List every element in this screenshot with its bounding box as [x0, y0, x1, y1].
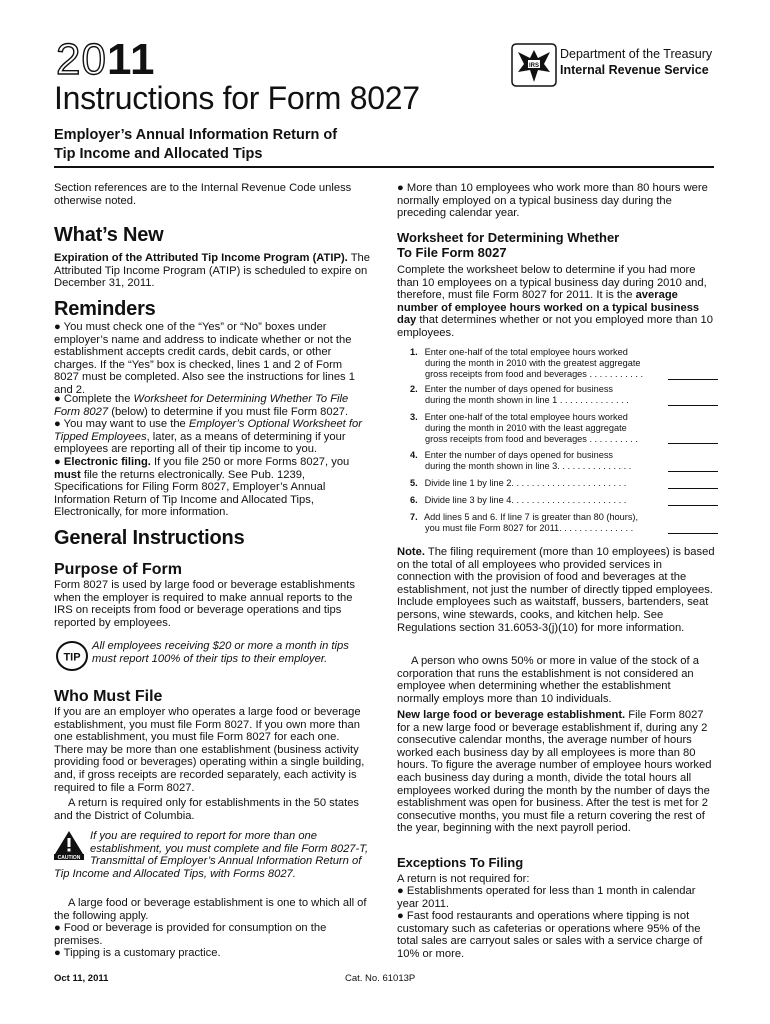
- form-year: [56, 35, 156, 84]
- ws-answer-blank-3[interactable]: [668, 443, 718, 444]
- ws-answer-blank-5[interactable]: [668, 488, 718, 489]
- worksheet-line-2: [410, 384, 720, 406]
- worksheet-heading-line-1: Worksheet for Determining Whether: [397, 230, 620, 245]
- agency-line-irs: Internal Revenue Service: [560, 63, 709, 77]
- ws-line-number: 1.: [410, 347, 418, 357]
- note-text: The filing requirement (more than 10 employees) is based on the total of all employees who provided services in connection with the provision of food and beverages at the establishment, not just the number of directly tipped employees. Include employees such as waitstaff, bussers, bartenders, seat persons, wine stewards, cooks, and kitchen help. See Regulations section 31.6053-3(j)(10) for more information.: [397, 546, 715, 634]
- exception-2-text: Fast food restaurants and operations where tipping is not customary such as cafeterias or operations where 95% of the total sales are carryout sales or sales with a service charge of 10% or more.: [397, 910, 703, 960]
- reminder-3-text-a: You may want to use the: [63, 418, 189, 430]
- reminder-electronic-filing: ● Electronic filing. If you file 250 or more Forms 8027, you must file the returns electronically. See Pub. 1239, Specifications for Filing Form 8027, Employer’s Annual Information Return of Tip Income and Allocated Tips, Electronically, for more information.: [54, 456, 350, 519]
- criterion-food-beverage: ● Food or beverage is provided for consumption on the premises.: [54, 922, 327, 947]
- ws-answer-blank-4[interactable]: [668, 471, 718, 472]
- irs-eagle-logo-icon: [510, 42, 558, 88]
- ws-line-text: during the month in 2010 with the least aggregate: [425, 423, 627, 433]
- ws-line-text: Enter the number of days opened for business: [424, 384, 614, 394]
- owner-paragraph: A person who owns 50% or more in value of the stock of a corporation that runs the establishment is not considered an employee when determining whether the establishment normally employs more than 10 individuals.: [397, 655, 699, 705]
- purpose-paragraph: Form 8027 is used by large food or beverage establishments when the employer is required to make annual reports to the IRS on receipts from food or beverage operations and tips reported by employees.: [54, 579, 355, 629]
- criterion-more-than-10-employees: ● More than 10 employees who work more than 80 hours were normally employed on a typical business day during the preceding calendar year.: [397, 182, 708, 220]
- new-establishment-label: New large food or beverage establishment.: [397, 709, 626, 721]
- agency-name: [560, 46, 712, 78]
- criterion-tipping: ● Tipping is a customary practice.: [54, 947, 221, 959]
- return-requirement-paragraph: A return is required only for establishments in the 50 states and the District of Columbia.: [54, 797, 360, 822]
- year-outline-digits: 20: [56, 35, 107, 84]
- caution-float-spacer: [54, 830, 90, 864]
- general-instructions-heading: General Instructions: [54, 527, 245, 549]
- reminder-4-text-b: file the returns electronically. See Pub. 1239, Specifications for Filing Form 8027, Employer’s Annual Information Return of Tip Income and Allocated Tips, Electronically, for more information.: [54, 468, 326, 519]
- worksheet-line-7: [410, 512, 720, 534]
- ws-answer-blank-7[interactable]: [668, 533, 718, 534]
- atip-paragraph: [54, 252, 370, 290]
- ws-line-text: Enter one-half of the total employee hours worked: [424, 412, 628, 422]
- tip-icon-label: TIP: [63, 651, 81, 664]
- agency-line-treasury: Department of the Treasury: [560, 47, 713, 61]
- reminder-4-text-a: If you file 250 or more Forms 8027, you: [150, 456, 350, 468]
- reminder-worksheet: ● Complete the Worksheet for Determining Whether To File Form 8027 (below) to determine if you must file Form 8027.: [54, 393, 349, 418]
- ws-line-number: 4.: [410, 450, 418, 460]
- ws-line-text: Enter one-half of the total employee hours worked: [424, 347, 628, 357]
- ws-line-number: 3.: [410, 412, 418, 422]
- ws-line-number: 6.: [410, 495, 418, 505]
- reminder-3-worksheet-ref: Employer’s Optional Worksheet for Tipped Employees: [54, 418, 362, 443]
- worksheet-heading: [397, 230, 619, 260]
- criterion-tipping-text: Tipping is a customary practice.: [63, 947, 221, 959]
- caution-icon-label: CAUTION: [57, 855, 81, 860]
- subtitle-line-1: Employer’s Annual Information Return of: [54, 127, 338, 143]
- reminder-2-worksheet-ref: Worksheet for Determining Whether To File Form 8027: [54, 393, 349, 418]
- ws-line-text: during the month in 2010 with the greatest aggregate: [425, 358, 641, 368]
- footer-catalog-number: Cat. No. 61013P: [345, 973, 416, 984]
- ws-answer-blank-2[interactable]: [668, 405, 718, 406]
- reminder-optional-worksheet: ● You may want to use the Employer’s Optional Worksheet for Tipped Employees, later, as a means of determining if your employees are reporting all of their tip income to you.: [54, 418, 362, 456]
- ws-line-text: Enter the number of days opened for business: [424, 450, 614, 460]
- reminder-1-text: You must check one of the “Yes” or “No” boxes under employer’s name and address to indicate whether or not the establishment accepts credit cards, debit cards, or other charges. If the “Yes” box is checked, lines 1 and 2 of Form 8027 must be completed. Also see the instructions for lines 1 and 2.: [54, 321, 355, 396]
- new-establishment-text: File Form 8027 for a new large food or beverage establishment if, during any 2 consecutive calendar months, the average number of hours worked each business day by all employees is more than 80 hours. To figure the average number of employee hours worked each business day during a month, divide the total hours all employees worked during the month by the number of days the establishment was open for business. After the test is met for 2 consecutive months, you must file a return covering the rest of the year, beginning with the next payroll period.: [397, 709, 712, 835]
- worksheet-intro-text-b: that determines whether or not you employed more than 10 employees.: [397, 314, 713, 339]
- reminder-2-text-a: Complete the: [63, 393, 134, 405]
- new-establishment-paragraph: [397, 709, 715, 835]
- ws-line-number: 2.: [410, 384, 418, 394]
- reminders-heading: Reminders: [54, 298, 156, 320]
- worksheet-intro: [397, 264, 715, 340]
- note-paragraph: [397, 546, 715, 634]
- reminder-3-text-b: , later, as a means of determining if your employees are reporting all of their tip income to you.: [54, 430, 346, 456]
- footer-date: Oct 11, 2011: [54, 973, 109, 984]
- criterion-food-text: Food or beverage is provided for consumption on the premises.: [54, 922, 327, 947]
- exceptions-heading: Exceptions To Filing: [397, 855, 524, 870]
- exception-1-text: Establishments operated for less than 1 month in calendar year 2011.: [397, 885, 696, 910]
- ws-line-text: during the month shown in line 3. . . . . . . . . . . . . . .: [425, 461, 632, 471]
- exceptions-intro: A return is not required for:: [397, 873, 530, 885]
- caution-text: If you are required to report for more than one establishment, you must complete and file Form 8027-T, Transmittal of Employer’s Annual Information Return of Tip Income and Allocated Tips, with Forms 8027.: [54, 830, 369, 880]
- reminder-2-text-b: (below) to determine if you must file Form 8027.: [108, 405, 349, 418]
- subtitle-line-2: Tip Income and Allocated Tips: [54, 146, 263, 162]
- worksheet-line-3: [410, 412, 720, 445]
- large-establishment-definition: A large food or beverage establishment is one to which all of the following apply.: [54, 897, 367, 922]
- ws-line-text: you must file Form 8027 for 2011. . . . . . . . . . . . . . .: [425, 523, 634, 533]
- ws-line-text: gross receipts from food and beverages . . . . . . . . . .: [425, 434, 638, 444]
- worksheet-line-4: [410, 450, 720, 472]
- exception-short-operation: ● Establishments operated for less than 1 month in calendar year 2011.: [397, 885, 696, 910]
- tip-icon: [56, 640, 88, 672]
- atip-heading: Expiration of the Attributed Tip Income Program (ATIP).: [54, 252, 348, 264]
- section-references: Section references are to the Internal Revenue Code unless otherwise noted.: [54, 182, 352, 207]
- whats-new-heading: What’s New: [54, 224, 164, 246]
- ws-line-text: gross receipts from food and beverages . . . . . . . . . . .: [425, 369, 644, 379]
- worksheet-line-1: [410, 347, 720, 380]
- svg-text:IRS: IRS: [528, 63, 540, 69]
- ws-answer-blank-6[interactable]: [668, 505, 718, 506]
- note-label: Note.: [397, 546, 425, 558]
- ws-line-text: Add lines 5 and 6. If line 7 is greater than 80 (hours),: [424, 512, 639, 522]
- header-divider: [54, 166, 714, 168]
- reminder-4-must: must: [54, 468, 81, 481]
- criterion-10emp-text: More than 10 employees who work more than 80 hours were normally employed on a typical business day during the preceding calendar year.: [397, 182, 708, 220]
- page-title: Instructions for Form 8027: [54, 80, 420, 116]
- worksheet-intro-text-a: Complete the worksheet below to determine if you had more than 10 employees on a typical business day during 2010 and, therefore, must file Form 8027 for 2011. It is the: [397, 264, 707, 302]
- ws-answer-blank-1[interactable]: [668, 379, 718, 380]
- tip-note: All employees receiving $20 or more a month in tips must report 100% of their tips to their employer.: [92, 640, 349, 665]
- year-bold-digits: 11: [106, 35, 156, 84]
- caution-note: [54, 830, 370, 880]
- exception-fast-food: ● Fast food restaurants and operations where tipping is not customary such as cafeterias or operations where 95% of the total sales are carryout sales or sales with a service charge of 10% or more.: [397, 910, 703, 960]
- page-subtitle: [54, 126, 337, 164]
- purpose-heading: Purpose of Form: [54, 561, 183, 578]
- worksheet-intro-emphasis: average number of employee hours worked on a typical business day: [397, 289, 700, 327]
- who-must-file-heading: Who Must File: [54, 688, 163, 705]
- worksheet-heading-line-2: To File Form 8027: [397, 245, 507, 260]
- ws-line-text: during the month shown in line 1 . . . . . . . . . . . . . .: [425, 395, 629, 405]
- atip-text: The Attributed Tip Income Program (ATIP) is scheduled to expire on December 31, 2011.: [54, 252, 370, 290]
- ws-line-text: Divide line 3 by line 4. . . . . . . . . . . . . . . . . . . . . . .: [424, 495, 627, 505]
- electronic-filing-label: Electronic filing.: [63, 456, 151, 468]
- who-must-file-paragraph: If you are an employer who operates a large food or beverage establishment, you must file Form 8027. If you own more than one establishment, you must file Form 8027 for each one. There may be more than one establishment (business activity providing food or beverages) operating within a single building, and, if gross receipts are recorded separately, each activity is required to file a Form 8027.: [54, 706, 365, 794]
- reminder-checkbox-note: ● You must check one of the “Yes” or “No” boxes under employer’s name and address to indicate whether or not the establishment accepts credit cards, debit cards, or other charges. If the “Yes” box is checked, lines 1 and 2 of Form 8027 must be completed. Also see the instructions for lines 1 and 2.: [54, 321, 355, 396]
- ws-line-number: 7.: [410, 512, 418, 522]
- ws-line-text: Divide line 1 by line 2. . . . . . . . . . . . . . . . . . . . . . .: [424, 478, 627, 488]
- ws-line-number: 5.: [410, 478, 418, 488]
